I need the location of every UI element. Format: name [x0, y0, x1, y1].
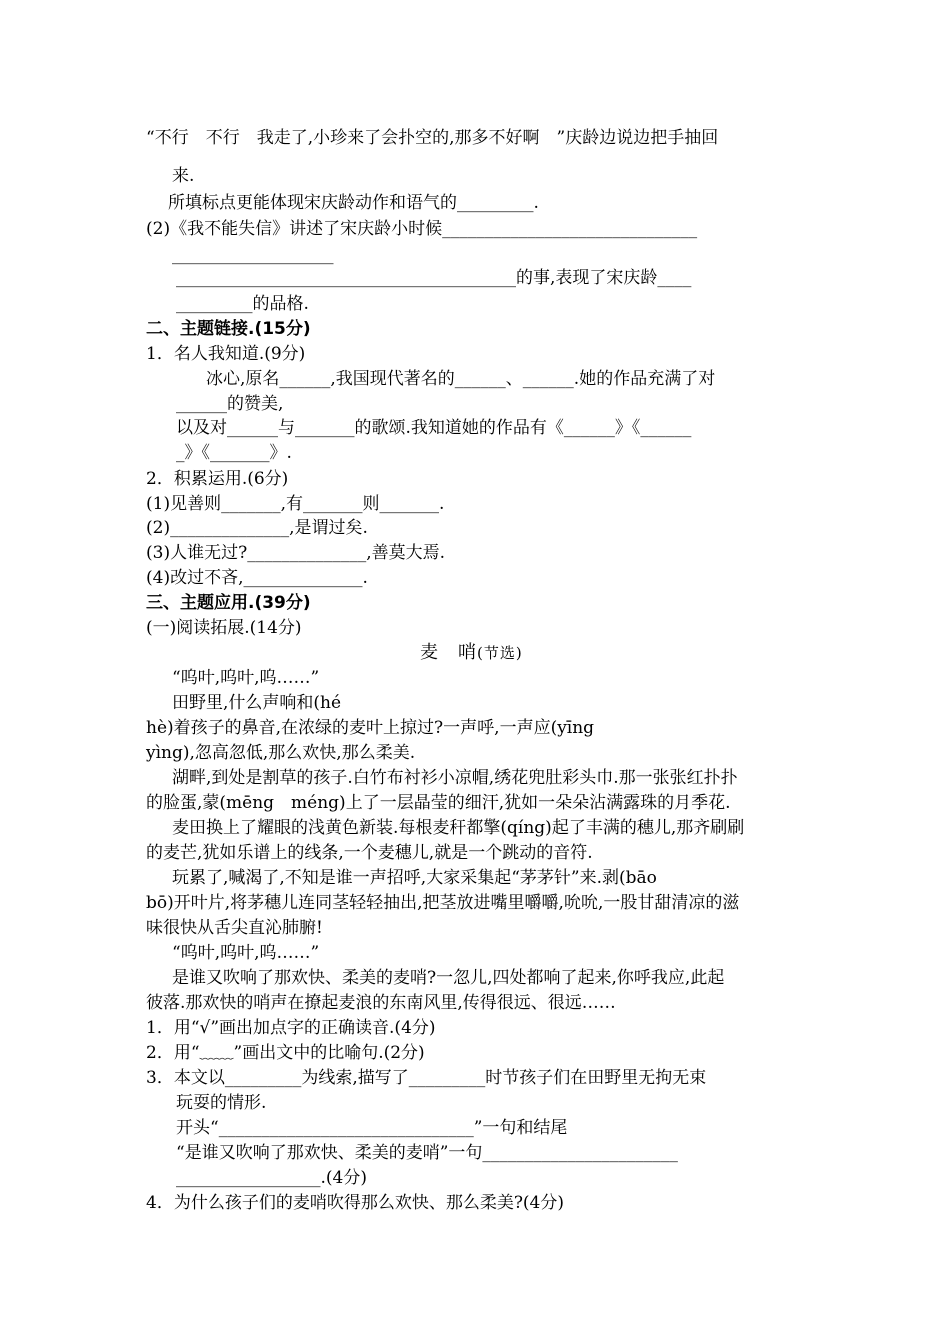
s2-q1-title: 1．名人我知道.(9分)	[146, 344, 306, 364]
q1-punct-prompt: 所填标点更能体现宋庆龄动作和语气的_________.	[168, 193, 539, 213]
p7-line2: 彼落.那欢快的哨声在撩起麦浪的东南风里,传得很远、很远……	[146, 993, 616, 1013]
q1-quote-line2: 来.	[172, 166, 195, 186]
q2-line3: ________________________________________的事,表现了宋庆龄____	[176, 268, 692, 288]
s2-q1-line3: 以及对______与_______的歌颂.我知道她的作品有《______》《______	[176, 418, 692, 438]
passage-title-note: (节选)	[477, 644, 523, 662]
s2-q1-line4: _》《_______》.	[176, 443, 292, 463]
s3-q1: 1．用“√”画出加点字的正确读音.(4分)	[146, 1018, 436, 1038]
s3-q3-line1: 3．本文以_________为线索,描写了_________时节孩子们在田野里无拘无束	[146, 1068, 707, 1088]
p3-line1: 湖畔,到处是割草的孩子.白竹布衬衫小凉帽,绣花兜肚彩头巾.那一张张红扑扑	[172, 768, 738, 788]
p4-line2: 的麦芒,犹如乐谱上的线条,一个麦穗儿,就是一个跳动的音符.	[146, 843, 593, 863]
p5-line2: bō)开叶片,将茅穗儿连同茎轻轻抽出,把茎放进嘴里嚼嚼,吮吮,一股甘甜清凉的滋	[146, 893, 740, 913]
s2-q1-line2: ______的赞美,	[176, 394, 284, 414]
s2-q2-4: (4)改过不吝,______________.	[146, 568, 368, 588]
s2-q2-1: (1)见善则_______,有_______则_______.	[146, 494, 445, 514]
p5-line1: 玩累了,喊渴了,不知是谁一声招呼,大家采集起“茅茅针”来.剥(bāo	[172, 868, 657, 888]
p2-line1: 田野里,什么声响和(hé	[172, 693, 342, 713]
p7-line1: 是谁又吹响了那欢快、柔美的麦哨?一忽儿,四处都响了起来,你呼我应,此起	[172, 968, 725, 988]
q1-quote-line1: “不行 不行 我走了,小珍来了会扑空的,那多不好啊 ”庆龄边说边把手抽回	[146, 128, 719, 148]
p2-line2: hè)着孩子的鼻音,在浓绿的麦叶上掠过?一声呼,一声应(yīng	[146, 718, 595, 738]
p1: “呜叶,呜叶,呜……”	[172, 668, 320, 688]
p2-line3: yìng),忽高忽低,那么欢快,那么柔美.	[146, 743, 416, 763]
p6: “呜叶,呜叶,呜……”	[172, 943, 320, 963]
section2-heading: 二、主题链接.(15分)	[146, 319, 311, 339]
s3-q2: 2．用“﹏﹏”画出文中的比喻句.(2分)	[146, 1043, 425, 1063]
passage-title-main: 麦 哨	[420, 642, 477, 663]
q2-line4: _________的品格.	[176, 294, 309, 314]
s2-q2-title: 2．积累运用.(6分)	[146, 469, 289, 489]
s2-q1-line1: 冰心,原名______,我国现代著名的______、______.她的作品充满了对	[206, 369, 716, 389]
p5-line3: 味很快从舌尖直沁肺腑!	[146, 918, 323, 938]
s2-q2-3: (3)人谁无过?______________,善莫大焉.	[146, 543, 446, 563]
section3-heading: 三、主题应用.(39分)	[146, 593, 311, 613]
p3-line2: 的脸蛋,蒙(mēng méng)上了一层晶莹的细汗,犹如一朵朵沾满露珠的月季花.	[146, 793, 731, 813]
s3-q4: 4．为什么孩子们的麦哨吹得那么欢快、那么柔美?(4分)	[146, 1193, 565, 1213]
q2-line1: (2)《我不能失信》讲述了宋庆龄小时候______________________________	[146, 219, 698, 239]
s3-part1: (一)阅读拓展.(14分)	[146, 618, 302, 638]
q2-line2: ___________________	[172, 245, 334, 265]
s3-q3-line3: 开头“______________________________”一句和结尾	[176, 1118, 568, 1138]
passage-title	[420, 642, 523, 664]
s3-q3-line5: _________________.(4分)	[176, 1168, 367, 1188]
s3-q3-line4: “是谁又吹响了那欢快、柔美的麦哨”一句_______________________	[176, 1143, 678, 1163]
s3-q3-line2: 玩耍的情形.	[176, 1093, 267, 1113]
s2-q2-2: (2)______________,是谓过矣.	[146, 518, 368, 538]
p4-line1: 麦田换上了耀眼的浅黄色新装.每根麦秆都擎(qíng)起了丰满的穗儿,那齐刷刷	[172, 818, 745, 838]
